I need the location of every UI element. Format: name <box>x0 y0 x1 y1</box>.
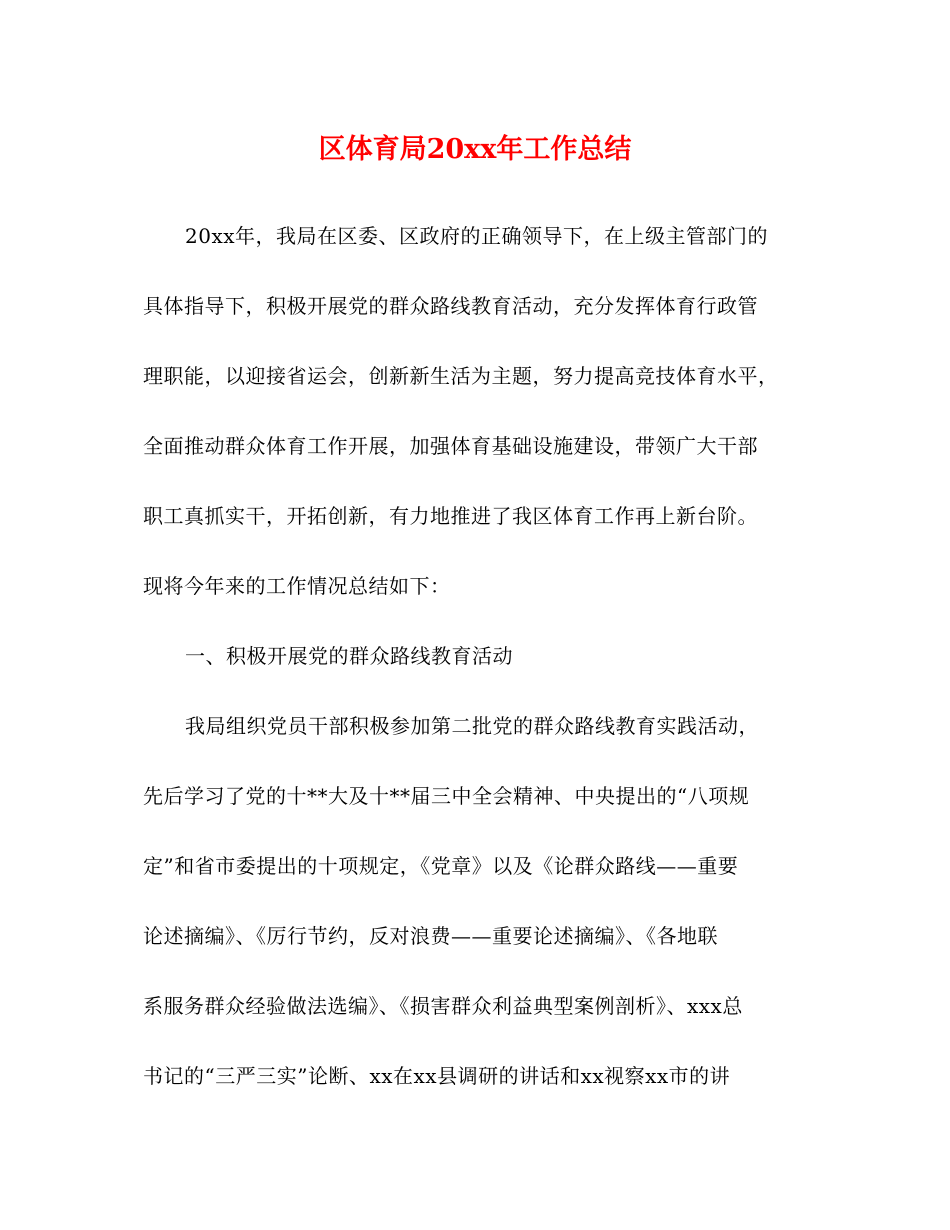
section-heading: 一、积极开展党的群众路线教育活动 <box>185 644 513 668</box>
paragraph-line: 先后学习了党的十**大及十**届三中全会精神、中央提出的“八项规 <box>143 784 750 808</box>
paragraph-line: 系服务群众经验做法选编》、《损害群众利益典型案例剖析》、xxx总 <box>143 994 743 1018</box>
paragraph-line: 20xx年，我局在区委、区政府的正确领导下，在上级主管部门的 <box>185 224 769 248</box>
paragraph-line: 书记的“三严三实”论断、xx在xx县调研的讲话和xx视察xx市的讲 <box>143 1064 731 1088</box>
paragraph-line: 定”和省市委提出的十项规定，《党章》以及《论群众路线——重要 <box>143 854 739 878</box>
paragraph-line: 现将今年来的工作情况总结如下： <box>143 574 451 598</box>
paragraph-line: 理职能，以迎接省运会，创新新生活为主题，努力提高竞技体育水平， <box>143 364 779 388</box>
paragraph-line: 职工真抓实干，开拓创新，有力地推进了我区体育工作再上新台阶。 <box>143 504 758 528</box>
paragraph-line: 全面推动群众体育工作开展，加强体育基础设施建设，带领广大干部 <box>143 434 758 458</box>
paragraph-line: 具体指导下，积极开展党的群众路线教育活动，充分发挥体育行政管 <box>143 294 758 318</box>
paragraph-line: 我局组织党员干部积极参加第二批党的群众路线教育实践活动， <box>185 714 759 738</box>
paragraph-line: 论述摘编》、《厉行节约，反对浪费——重要论述摘编》、《各地联 <box>143 924 718 948</box>
document-title: 区体育局20xx年工作总结 <box>318 134 632 165</box>
